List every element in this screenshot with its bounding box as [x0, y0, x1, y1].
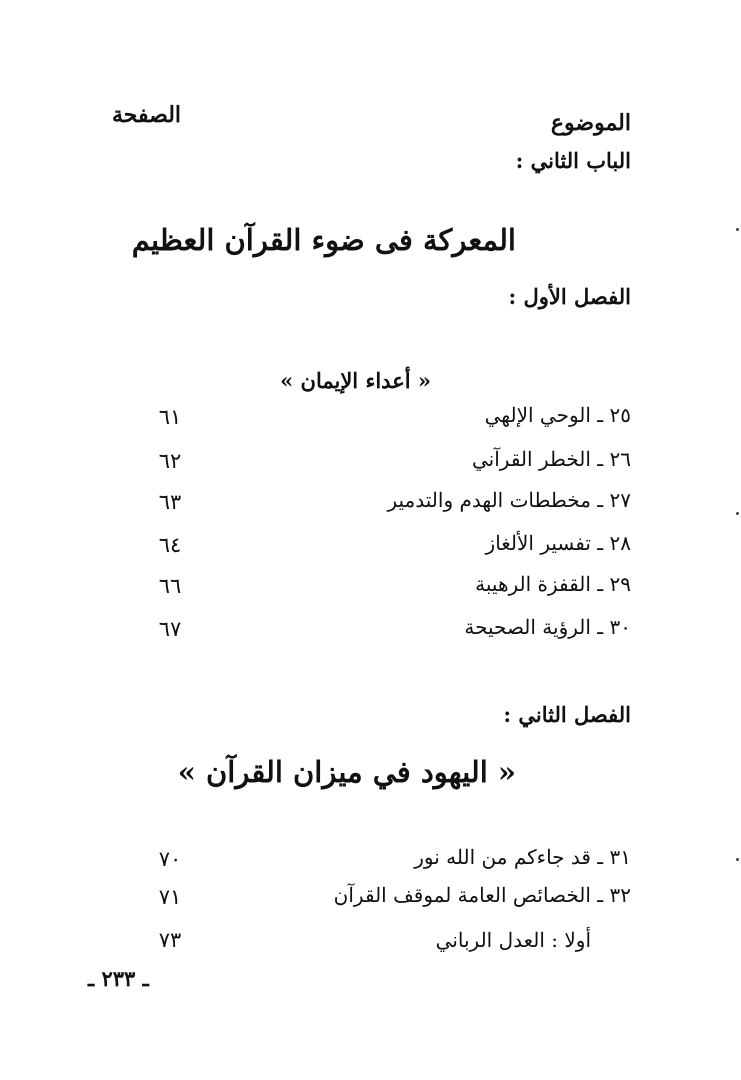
- toc-entry-page: ٦١: [158, 405, 182, 429]
- toc-entry-text: ٣١ ـ قد جاءكم من الله نور: [414, 845, 631, 869]
- scan-speck: [736, 858, 739, 861]
- chapter2-label: الفصل الثاني :: [503, 702, 631, 727]
- scan-speck: [736, 512, 739, 515]
- toc-subentry-text: أولا : العدل الرباني: [435, 928, 591, 952]
- chapter1-title: « أعداء الإيمان »: [280, 368, 431, 393]
- toc-entry-page: ٧٠: [158, 847, 182, 871]
- chapter2-title: « اليهود في ميزان القرآن »: [177, 755, 516, 789]
- toc-entry-text: ٢٧ ـ مخططات الهدم والتدمير: [387, 488, 631, 512]
- toc-entry-text: ٢٩ ـ القفزة الرهيبة: [475, 572, 631, 596]
- part-label: الباب الثاني :: [515, 148, 631, 173]
- toc-entry-page: ٧١: [158, 885, 182, 909]
- toc-entry-page: ٦٧: [158, 617, 182, 641]
- part-title: المعركة فى ضوء القرآن العظيم: [131, 223, 516, 257]
- topic-column-header: الموضوع: [550, 110, 631, 136]
- scan-speck: [736, 228, 739, 231]
- toc-entry-page: ٧٣: [158, 928, 182, 952]
- toc-entry-text: ٢٥ ـ الوحي الإلهي: [484, 403, 631, 427]
- toc-entry-page: ٦٤: [158, 533, 182, 557]
- page-column-header: الصفحة: [112, 102, 182, 128]
- page-number: ـ ٢٣٣ ـ: [88, 966, 149, 991]
- toc-entry-text: ٣٢ ـ الخصائص العامة لموقف القرآن: [333, 883, 631, 907]
- toc-entry-page: ٦٢: [158, 449, 182, 473]
- toc-entry-text: ٣٠ ـ الرؤية الصحيحة: [464, 615, 631, 639]
- toc-entry-text: ٢٨ ـ تفسير الألغاز: [485, 531, 631, 555]
- chapter1-label: الفصل الأول :: [508, 284, 631, 309]
- toc-entry-page: ٦٦: [158, 574, 182, 598]
- toc-entry-text: ٢٦ ـ الخطر القرآني: [471, 447, 631, 471]
- toc-entry-page: ٦٣: [158, 490, 182, 514]
